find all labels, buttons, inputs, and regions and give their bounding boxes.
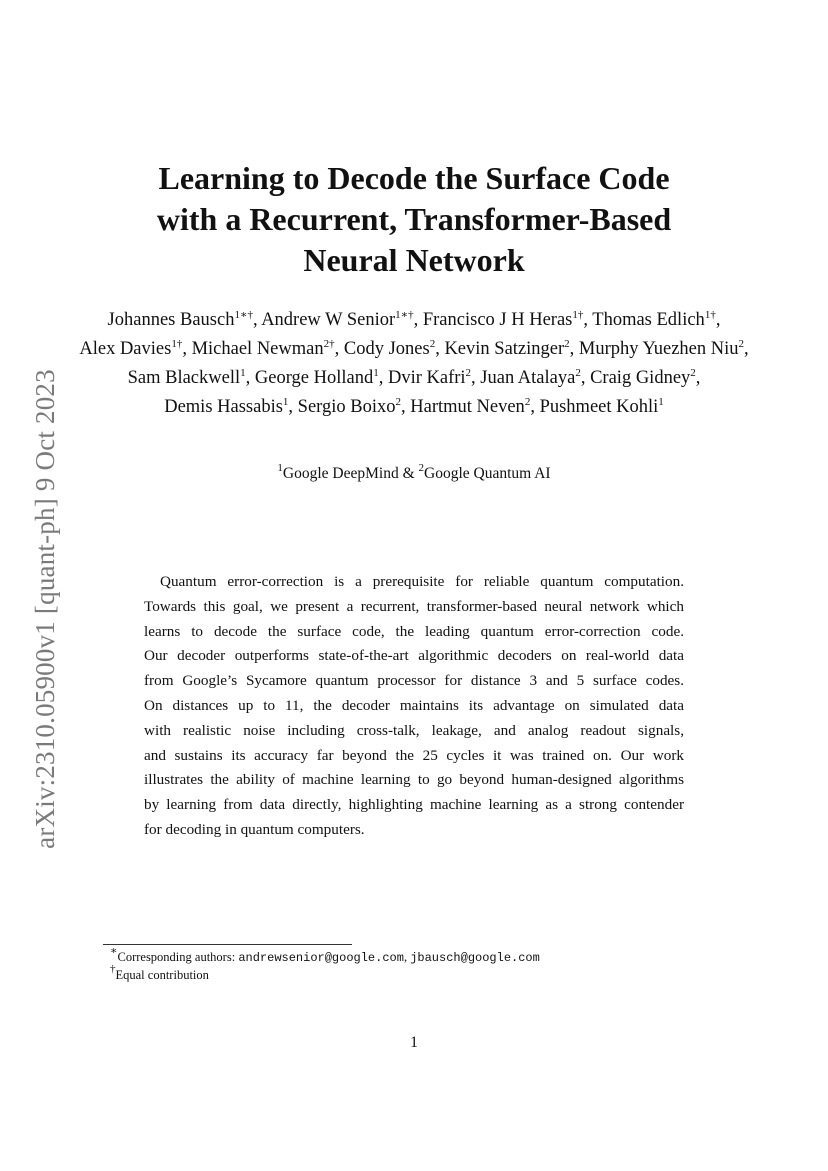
affiliations	[100, 463, 728, 485]
abstract-line: Quantum error-correction is a prerequisite for reliable quantum computation.	[160, 573, 684, 590]
author-name: Kevin Satzinger	[444, 339, 565, 359]
abstract-line: Our decoder outperforms state-of-the-art algorithmic decoders on real-world data	[144, 647, 684, 665]
author-affiliation-mark: 2	[690, 367, 696, 379]
affiliation-mark: 2	[418, 462, 425, 474]
author-affiliation-mark: 1	[658, 396, 664, 408]
email-separator: ,	[403, 950, 411, 964]
author-name: Hartmut Neven	[410, 397, 525, 417]
author-name: Pushmeet Kohli	[539, 397, 659, 417]
footnote-mark: †	[110, 963, 116, 975]
email-link[interactable]: andrewsenior@google.com	[238, 951, 404, 965]
author-name: Demis Hassabis	[164, 397, 283, 417]
footnote-label: Equal contribution	[115, 968, 209, 982]
paper-title	[90, 158, 738, 281]
author-name: Andrew W Senior	[261, 310, 396, 330]
affiliation-google-quantum-ai: Google Quantum AI	[424, 465, 551, 482]
abstract-line: and sustains its accuracy far beyond the 25 cycles it was trained on. Our work	[144, 746, 684, 764]
footnotes	[110, 945, 750, 984]
footnote-divider	[103, 944, 352, 945]
author-affiliation-mark: 2†	[323, 338, 335, 350]
author-line: Johannes Bausch$^{1∗\dagger}$, Andrew W Senior$^{1∗\dagger}$, Francisco J H Heras$^{1\dagger}$, Thomas Edlich$^{1\dagger}$,	[107, 309, 721, 330]
author-line: Sam Blackwell$^1$, George Holland$^1$, Dvir Kafri$^2$, Juan Atalaya$^2$, Craig Gidney$^2$,	[127, 367, 701, 388]
author-name: Francisco J H Heras	[422, 310, 573, 330]
author-affiliation-mark: 1†	[704, 309, 716, 321]
footnote-mark: ∗	[110, 945, 118, 957]
author-affiliation-mark: 2	[395, 396, 401, 408]
abstract-line: illustrates the ability of machine learning to go beyond human-designed algorithms	[144, 771, 684, 789]
affiliation-mark: 1	[277, 462, 283, 474]
author-name: Dvir Kafri	[387, 368, 466, 388]
author-affiliation-mark: 2	[524, 396, 531, 408]
author-name: Thomas Edlich	[592, 310, 705, 330]
author-line: Alex Davies$^{1\dagger}$, Michael Newman$^{2\dagger}$, Cody Jones$^2$, Kevin Satzinger$^2$, Murphy Yuezhen Niu$^2$,	[79, 338, 749, 359]
abstract	[144, 570, 684, 843]
footnote-equal-contribution	[110, 963, 750, 984]
abstract-line: from Google’s Sycamore quantum processor for distance 3 and 5 surface codes.	[144, 672, 684, 690]
abstract-line: learns to decode the surface code, the leading quantum error-correction code.	[144, 622, 684, 640]
author-name: Cody Jones	[343, 339, 430, 359]
author-name: Murphy Yuezhen Niu	[578, 339, 739, 359]
author-affiliation-mark: 1	[373, 367, 379, 379]
title-line-1: Learning to Decode the Surface Code	[158, 160, 670, 196]
abstract-line: by learning from data directly, highlighting machine learning as a strong contender	[144, 796, 684, 814]
author-list	[40, 306, 788, 422]
abstract-line: for decoding in quantum computers.	[144, 820, 365, 838]
author-name: Johannes Bausch	[107, 310, 235, 330]
footnote-corresponding-authors	[110, 945, 750, 967]
affiliation-separator: &	[398, 465, 419, 482]
author-affiliation-mark: 1†	[171, 338, 183, 350]
author-name: Sam Blackwell	[127, 368, 241, 388]
author-affiliation-mark: 2	[465, 367, 472, 379]
footnote-label: Corresponding authors:	[117, 950, 239, 964]
title-line-2: with a Recurrent, Transformer-Based	[156, 201, 672, 237]
author-affiliation-mark: 1†	[572, 309, 584, 321]
author-name: Sergio Boixo	[297, 397, 396, 417]
author-name: Juan Atalaya	[480, 368, 576, 388]
author-affiliation-mark: 1∗†	[234, 309, 253, 321]
author-affiliation-mark: 1	[240, 367, 246, 379]
affiliation-google-deepmind: Google DeepMind	[282, 465, 399, 482]
author-affiliation-mark: 2	[564, 338, 570, 350]
title-line-3: Neural Network	[303, 242, 525, 278]
author-affiliation-mark: 2	[575, 367, 581, 379]
abstract-line: On distances up to 11, the decoder maintains its advantage on simulated data	[144, 696, 684, 714]
author-name: George Holland	[254, 368, 374, 388]
author-affiliation-mark: 2	[429, 338, 436, 350]
email-link[interactable]: jbausch@google.com	[410, 951, 540, 965]
author-line: Demis Hassabis$^1$, Sergio Boixo$^2$, Hartmut Neven$^2$, Pushmeet Kohli$^1$	[164, 396, 664, 417]
page-number: 1	[410, 1034, 418, 1051]
author-name: Alex Davies	[79, 339, 172, 359]
author-affiliation-mark: 1	[282, 396, 289, 408]
author-affiliation-mark: 2	[738, 338, 745, 350]
author-name: Michael Newman	[191, 339, 324, 359]
abstract-line: Towards this goal, we present a recurrent, transformer-based neural network which	[144, 597, 684, 615]
author-affiliation-mark: 1∗†	[395, 309, 414, 321]
arxiv-identifier-stamp: arXiv:2310.05900v1 [quant-ph] 9 Oct 2023	[30, 369, 60, 849]
author-name: Craig Gidney	[590, 368, 691, 388]
abstract-line: with realistic noise including cross-talk, leakage, and analog readout signals,	[144, 721, 684, 739]
